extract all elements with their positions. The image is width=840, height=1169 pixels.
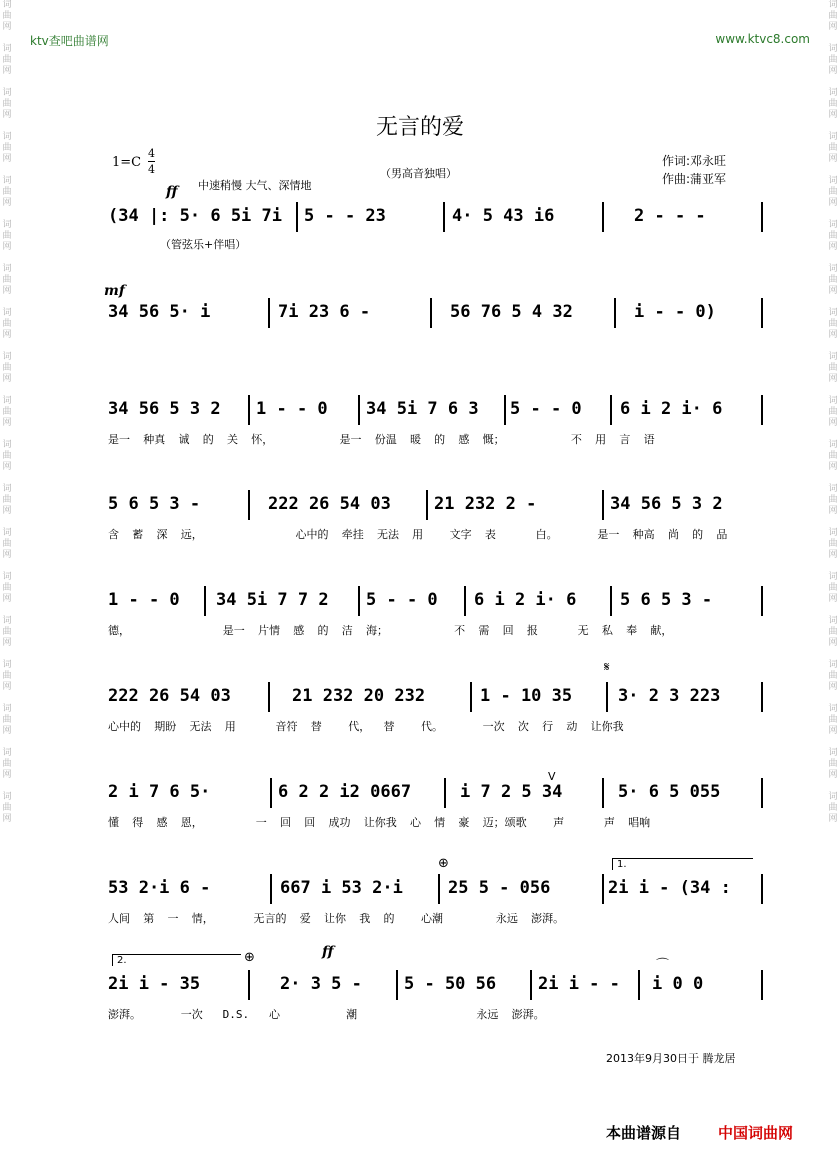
barline	[761, 778, 763, 808]
barline	[638, 970, 640, 1000]
barline	[444, 778, 446, 808]
song-title: 无言的爱	[375, 115, 464, 140]
barline	[426, 490, 428, 520]
site-url-header[interactable]: www.ktvc8.com	[715, 32, 810, 46]
barline	[268, 682, 270, 712]
lyrics-line-6: 人间 第 一 情， 无言的 爱 让你 我 的 心潮 永远 澎湃。	[108, 912, 565, 925]
measure: 34 5i 7 7 2	[216, 590, 329, 610]
barline	[602, 202, 604, 232]
measure: 5· 6 5 055	[618, 782, 721, 802]
measure: 1 - - 0	[256, 399, 328, 419]
measure: 5 - - 0	[510, 399, 582, 419]
time-signature	[148, 146, 155, 177]
staff-row-2	[108, 298, 763, 328]
staff-row-9	[108, 970, 763, 1000]
measure: 6 i 2 i· 6	[620, 399, 723, 419]
segno-mark: 𝄋	[604, 660, 610, 675]
measure: 2i i - 35	[108, 974, 201, 994]
measure: 5 - - 0	[366, 590, 438, 610]
staff-row-5	[108, 586, 763, 616]
barline	[248, 490, 250, 520]
barline	[296, 202, 298, 232]
staff-row-3	[108, 395, 763, 425]
measure: 2 i 7 6 5·	[108, 782, 211, 802]
dynamic-ff-2: ff	[322, 944, 334, 960]
barline	[248, 970, 250, 1000]
time-sig-bottom: 4	[148, 163, 155, 176]
measure: 2 - - -	[634, 206, 706, 226]
barline	[610, 395, 612, 425]
staff-row-1	[108, 202, 763, 232]
barline	[761, 970, 763, 1000]
measure: 2i i - (34 :	[608, 878, 731, 898]
barline	[614, 298, 616, 328]
measure: 1 - 10 35	[480, 686, 573, 706]
measure: 34 56 5 3 2	[610, 494, 723, 514]
measure: 222 26 54 03	[108, 686, 231, 706]
ending-1: 1.	[612, 858, 753, 870]
barline	[438, 874, 440, 904]
watermark-left: 词 曲 网 词 曲 网 词 曲 网 词 曲 网 词 曲 网 词 曲 网 词 曲 网 词 曲 网 词 曲 网 词 曲 网 词 曲 网 词 曲 网 词 曲 网 词 曲 网 词 曲 网 词 曲 网 词 曲 网 词 曲 网 词 曲 网	[2, 0, 12, 824]
barline	[761, 874, 763, 904]
dynamic-mf: mf	[104, 283, 125, 299]
dynamic-ff: ff	[166, 184, 178, 200]
time-sig-top: 4	[148, 147, 155, 160]
barline	[430, 298, 432, 328]
barline	[761, 298, 763, 328]
measure: 34 56 5· i	[108, 302, 211, 322]
barline	[761, 682, 763, 712]
measure: (34 |: 5· 6 5i 7i	[108, 206, 282, 226]
measure: 1 - - 0	[108, 590, 180, 610]
barline	[248, 395, 250, 425]
measure: 6 i 2 i· 6	[474, 590, 577, 610]
measure: 3· 2 3 223	[618, 686, 721, 706]
barline	[268, 298, 270, 328]
measure: i 7 2 5 34	[460, 782, 563, 802]
measure: 2· 3 5 -	[280, 974, 362, 994]
measure: 34 5i 7 6 3	[366, 399, 479, 419]
measure: i - - 0)	[634, 302, 716, 322]
measure: 21 232 20 232	[292, 686, 426, 706]
barline	[606, 682, 608, 712]
barline	[602, 874, 604, 904]
measure: 34 56 5 3 2	[108, 399, 221, 419]
barline	[610, 586, 612, 616]
measure: 2i i - -	[538, 974, 620, 994]
measure: 5 - - 23	[304, 206, 386, 226]
composer-credit: 作曲:蒲亚军	[662, 172, 727, 186]
measure: i 0 0	[652, 974, 704, 994]
measure: 222 26 54 03	[268, 494, 391, 514]
lyrics-line-7: 澎湃。 一次 D.S. 心 潮 永远 澎湃。	[108, 1008, 545, 1021]
measure: 4· 5 43 i6	[452, 206, 555, 226]
staff-row-4	[108, 490, 763, 520]
measure: 6 2 2 i2 0667	[278, 782, 412, 802]
barline	[761, 202, 763, 232]
barline	[761, 395, 763, 425]
lyricist-credit: 作词:邓永旺	[662, 154, 727, 168]
site-name-header[interactable]: ktv查吧曲谱网	[30, 34, 109, 48]
measure: 5 - 50 56	[404, 974, 497, 994]
measure: 5 6 5 3 -	[620, 590, 713, 610]
barline	[443, 202, 445, 232]
source-site-link[interactable]: 中国词曲网	[718, 1124, 794, 1142]
barline	[602, 490, 604, 520]
barline	[602, 778, 604, 808]
barline	[204, 586, 206, 616]
barline	[470, 682, 472, 712]
staff-row-8	[108, 874, 763, 904]
lyrics-line-3: 德， 是一 片情 感 的 洁 海； 不 需 回 报 无 私 奉 献，	[108, 624, 673, 637]
ending-2: 2.	[112, 954, 241, 966]
barline	[270, 778, 272, 808]
barline	[464, 586, 466, 616]
staff-row-6	[108, 682, 763, 712]
lyrics-line-1: 是一 种真 诚 的 关 怀， 是一 份温 暖 的 感 慨； 不 用 言 语	[108, 433, 655, 446]
lyrics-line-5: 懂 得 感 恩， 一 回 回 成功 让你我 心 情 豪 迈；颂歌 声 声 唱响	[108, 816, 651, 829]
breath-mark: V	[548, 770, 556, 783]
barline	[358, 586, 360, 616]
barline	[530, 970, 532, 1000]
voice-type: （男高音独唱）	[380, 167, 457, 180]
measure: 56 76 5 4 32	[450, 302, 573, 322]
watermark-right: 词 曲 网 词 曲 网 词 曲 网 词 曲 网 词 曲 网 词 曲 网 词 曲 网 词 曲 网 词 曲 网 词 曲 网 词 曲 网 词 曲 网 词 曲 网 词 曲 网 词 曲 网 词 曲 网 词 曲 网 词 曲 网 词 曲 网	[828, 0, 838, 824]
key-signature: 1=C	[112, 155, 142, 170]
coda-mark: ⊕	[438, 856, 449, 871]
source-label: 本曲谱源自	[606, 1124, 682, 1142]
barline	[270, 874, 272, 904]
measure: 667 i 53 2·i	[280, 878, 403, 898]
intro-note: （管弦乐+伴唱）	[160, 238, 247, 251]
barline	[358, 395, 360, 425]
measure: 7i 23 6 -	[278, 302, 371, 322]
tempo-marking: 中速稍慢 大气、深情地	[198, 179, 312, 192]
measure: 53 2·i 6 -	[108, 878, 211, 898]
lyrics-line-4: 心中的 期盼 无法 用 音符 替 代， 替 代。 一次 次 行 动 让你我	[108, 720, 624, 733]
measure: 25 5 - 056	[448, 878, 551, 898]
measure: 21 232 2 -	[434, 494, 537, 514]
barline	[396, 970, 398, 1000]
composition-date: 2013年9月30日于 腾龙居	[606, 1052, 736, 1065]
coda-mark-2: ⊕	[244, 950, 255, 965]
fermata-mark: ⌒	[656, 958, 670, 973]
barline	[761, 586, 763, 616]
lyrics-line-2: 含 蓄 深 远， 心中的 牵挂 无法 用 文字 表 白。 是一 种高 尚 的 品	[108, 528, 728, 541]
staff-row-7	[108, 778, 763, 808]
barline	[504, 395, 506, 425]
measure: 5 6 5 3 -	[108, 494, 201, 514]
